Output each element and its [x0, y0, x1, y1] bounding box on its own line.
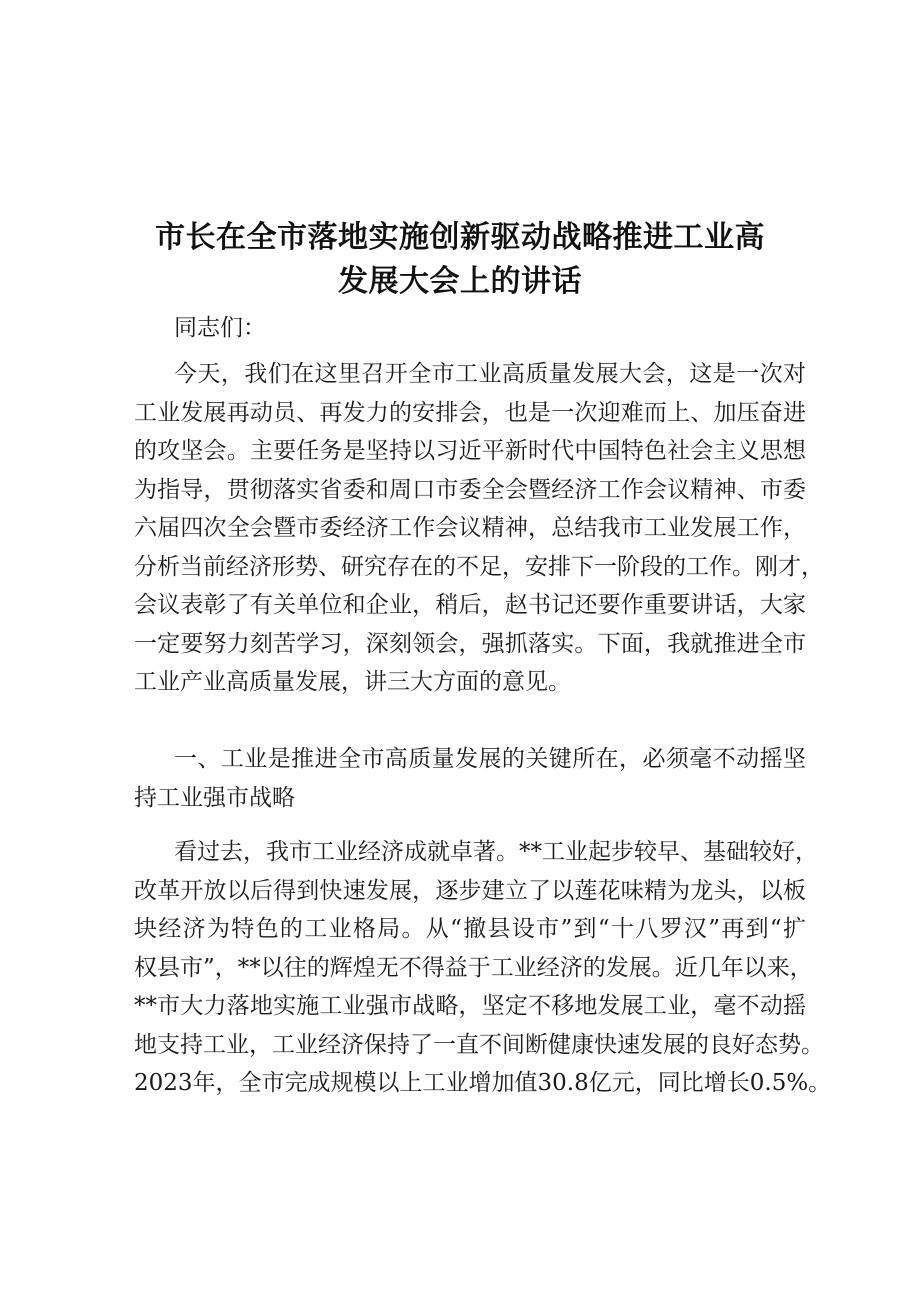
paragraph-line: 2023年，全市完成规模以上工业增加值30.8亿元，同比增长0.5%。 [134, 1070, 832, 1096]
paragraph-line: 地支持工业，工业经济保持了一直不间断健康快速发展的良好态势。 [134, 1031, 824, 1058]
paragraph-line: 会议表彰了有关单位和企业，稍后，赵书记还要作重要讲话，大家 [134, 592, 806, 618]
paragraph-line: 块经济为特色的工业格局。从“撤县设市”到“十八罗汉”再到“扩 [134, 916, 806, 942]
document-title [100, 216, 820, 304]
salutation [134, 309, 806, 348]
paragraph-line: 六届四次全会暨市委经济工作会议精神，总结我市工业发展工作， [134, 515, 806, 541]
paragraph-line: 看过去，我市工业经济成就卓著。**工业起步较早、基础较好， [174, 839, 818, 865]
title-line-2: 发展大会上的讲话 [338, 264, 582, 299]
heading-line: 持工业强市战略 [134, 784, 295, 811]
title-line-1: 市长在全市落地实施创新驱动战略推进工业高 [155, 220, 765, 255]
paragraph-line: 一定要努力刻苦学习，深刻领会，强抓落实。下面，我就推进全市 [134, 630, 806, 657]
salutation-text: 同志们： [174, 315, 266, 341]
paragraph-industry-history [134, 833, 832, 1103]
paragraph-line: 今天，我们在这里召开全市工业高质量发展大会，这是一次对 [174, 361, 806, 387]
section-heading-1 [134, 740, 806, 817]
paragraph-line: **市大力落地实施工业强市战略，坚定不移地发展工业，毫不动摇 [134, 993, 806, 1019]
paragraph-line: 工业产业高质量发展，讲三大方面的意见。 [134, 669, 571, 695]
heading-line: 一、工业是推进全市高质量发展的关键所在，必须毫不动摇坚 [174, 746, 806, 772]
paragraph-line: 分析当前经济形势、研究存在的不足，安排下一阶段的工作。刚才， [134, 553, 824, 580]
paragraph-intro [134, 355, 824, 702]
paragraph-line: 改革开放以后得到快速发展，逐步建立了以莲花味精为龙头，以板 [134, 877, 806, 904]
paragraph-line: 为指导，贯彻落实省委和周口市委全会暨经济工作会议精神、市委 [134, 476, 806, 503]
paragraph-line: 工业发展再动员、再发力的安排会，也是一次迎难而上、加压奋进 [134, 399, 806, 426]
paragraph-line: 的攻坚会。主要任务是坚持以习近平新时代中国特色社会主义思想 [134, 438, 806, 464]
paragraph-line: 权县市”，**以往的辉煌无不得益于工业经济的发展。近几年以来， [134, 954, 813, 981]
